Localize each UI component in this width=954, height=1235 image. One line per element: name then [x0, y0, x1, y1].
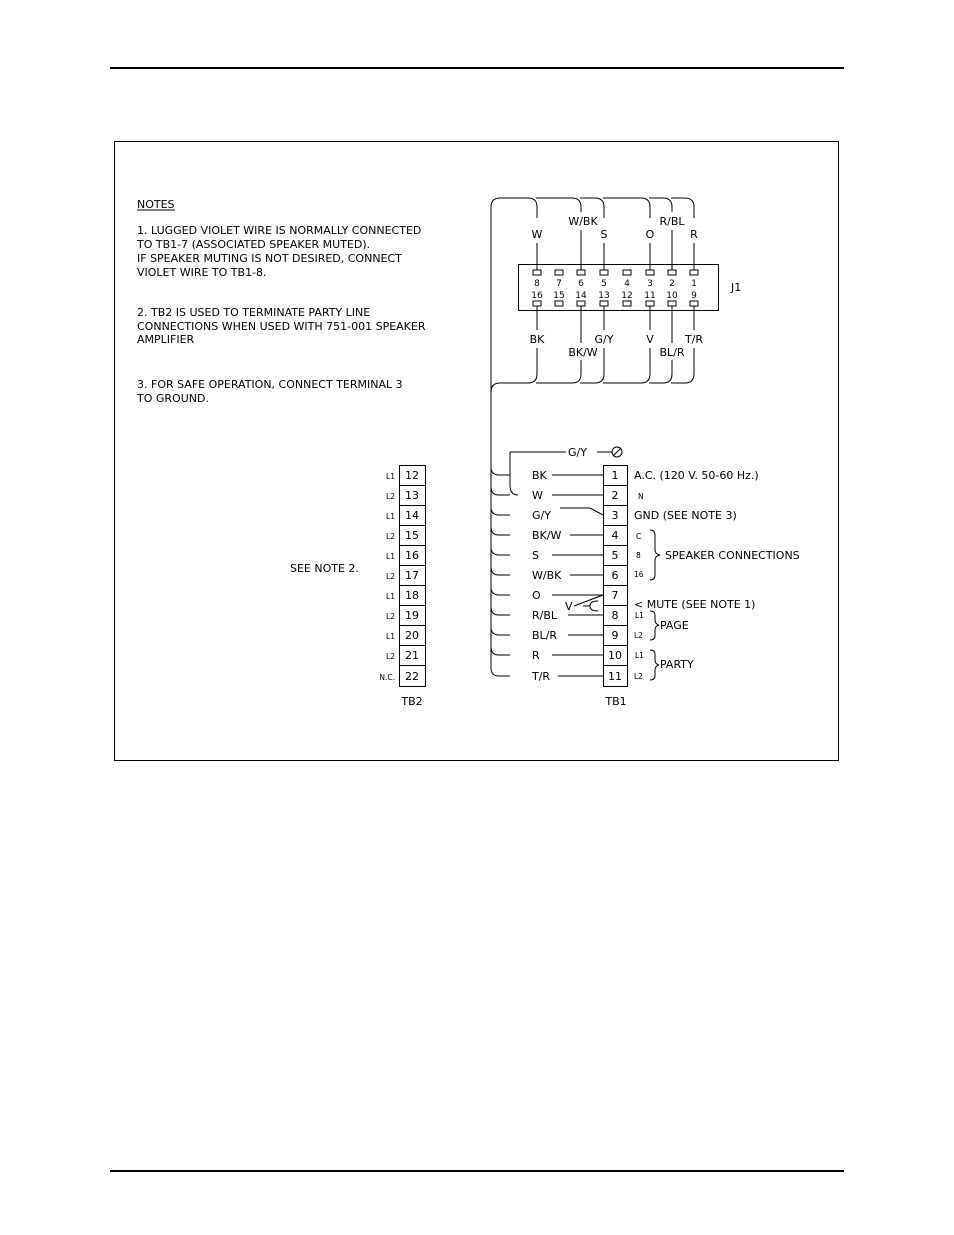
notes-heading: NOTES — [137, 198, 175, 211]
note3-line2: TO GROUND. — [137, 392, 209, 405]
tb2-line-label: L2 — [386, 492, 395, 501]
wire-path — [574, 595, 603, 606]
tb1-terminal-number: 10 — [608, 649, 622, 662]
wire-path — [536, 360, 581, 383]
tb1-ground-wire-label: G/Y — [568, 446, 587, 459]
tb1-terminal-number: 5 — [611, 549, 619, 562]
tb2-terminal-number: 17 — [405, 569, 419, 582]
j1-wire-label-s: S — [600, 228, 608, 241]
tb1-gnd-description: GND (SEE NOTE 3) — [634, 509, 737, 522]
tb2-see-note: SEE NOTE 2. — [290, 562, 359, 575]
j1-wire-label-r-bl: R/BL — [659, 215, 685, 228]
wire-path — [649, 360, 672, 383]
j1-pin-number: 11 — [644, 291, 656, 301]
wire-path — [491, 487, 510, 495]
j1-pin — [577, 301, 585, 306]
j1-pin-number: 6 — [578, 279, 584, 289]
j1-pin-number: 1 — [691, 279, 697, 289]
tb2-line-label: N.C. — [379, 673, 395, 682]
j1-top-wiring — [491, 198, 694, 450]
wire-path — [560, 508, 603, 515]
j1-pin — [690, 270, 698, 275]
tb1-terminal-number: 1 — [611, 469, 619, 482]
j1-pin-number: 8 — [534, 279, 540, 289]
notes-block — [136, 198, 426, 405]
tb2-terminal-number: 13 — [405, 489, 419, 502]
j1-wire-label-w-bk: W/BK — [568, 215, 598, 228]
tb2-terminal-number: 20 — [405, 629, 419, 642]
wire-path — [491, 647, 510, 655]
tb2-label: TB2 — [401, 695, 423, 708]
wire-path — [536, 198, 581, 212]
violet-lug-label: V — [565, 600, 573, 613]
note3-line1: 3. FOR SAFE OPERATION, CONNECT TERMINAL 3 — [137, 378, 403, 391]
j1-pin — [690, 301, 698, 306]
ground-terminal-symbol — [613, 448, 621, 456]
j1-pin — [577, 270, 585, 275]
tb2-line-label: L1 — [386, 632, 395, 641]
note2-line3: AMPLIFIER — [137, 333, 195, 346]
tb1-label: TB1 — [605, 695, 627, 708]
j1-pin — [623, 301, 631, 306]
j1-pin-number: 4 — [624, 279, 630, 289]
j1-pin-number: 7 — [556, 279, 562, 289]
j1-wire-label-bk: BK — [529, 333, 545, 346]
tb1-small-label: N — [638, 492, 644, 501]
j1-wire-label-r: R — [690, 228, 698, 241]
wire-path — [491, 547, 510, 555]
tb2-terminal-number: 12 — [405, 469, 419, 482]
tb1-wire-label: G/Y — [532, 509, 551, 522]
tb2-line-label: L2 — [386, 612, 395, 621]
tb2-terminal-block — [290, 466, 426, 709]
tb1-speaker-description: SPEAKER CONNECTIONS — [665, 549, 800, 562]
wire-path — [603, 348, 650, 383]
j1-pin — [533, 301, 541, 306]
j1-pin-number: 14 — [575, 291, 587, 301]
tb2-terminal-number: 14 — [405, 509, 419, 522]
j1-wire-label-v: V — [646, 333, 654, 346]
tb2-terminal-number: 16 — [405, 549, 419, 562]
tb1-wire-label: O — [532, 589, 541, 602]
wire-path — [603, 198, 650, 218]
tb1-terminal-number: 2 — [611, 489, 619, 502]
j1-body — [519, 265, 719, 311]
tb1-small-label: L1 — [635, 651, 644, 660]
tb1-small-label: C — [636, 532, 642, 541]
j1-pin — [646, 270, 654, 275]
wire-path — [491, 198, 537, 450]
j1-pin-number: 12 — [621, 291, 633, 301]
tb2-line-label: L2 — [386, 652, 395, 661]
note1-line2: TO TB1-7 (ASSOCIATED SPEAKER MUTED). — [137, 238, 371, 251]
tb1-terminal-number: 8 — [611, 609, 619, 622]
tb1-wire-label: BL/R — [532, 629, 558, 642]
tb1-small-label: 8 — [636, 551, 641, 560]
tb2-terminal-number: 18 — [405, 589, 419, 602]
tb1-wire-label: S — [532, 549, 539, 562]
tb1-mute-description: < MUTE (SEE NOTE 1) — [634, 598, 756, 611]
j1-pin-number: 13 — [598, 291, 610, 301]
tb1-wire-label: R/BL — [532, 609, 558, 622]
j1-connector — [491, 198, 741, 450]
j1-wire-label-bl-r: BL/R — [659, 346, 685, 359]
j1-pin-number: 5 — [601, 279, 607, 289]
j1-pin-number: 3 — [647, 279, 653, 289]
j1-pin — [533, 270, 541, 275]
tb1-small-label: L2 — [634, 631, 643, 640]
j1-pin — [668, 270, 676, 275]
j1-wire-label-bk-w: BK/W — [568, 346, 598, 359]
j1-pin — [668, 301, 676, 306]
note2-line1: 2. TB2 IS USED TO TERMINATE PARTY LINE — [137, 306, 371, 319]
tb2-terminal-number: 22 — [405, 670, 419, 683]
tb2-line-label: L2 — [386, 572, 395, 581]
j1-pin-number: 9 — [691, 291, 697, 301]
j1-wire-label-w: W — [531, 228, 543, 241]
j1-pin — [555, 301, 563, 306]
tb2-line-label: L1 — [386, 592, 395, 601]
j1-pin-number: 16 — [531, 291, 543, 301]
page-brace — [650, 611, 659, 640]
tb2-line-label: L1 — [386, 512, 395, 521]
tb1-terminal-number: 4 — [611, 529, 619, 542]
tb1-wire-label: W/BK — [532, 569, 562, 582]
wire-path — [491, 587, 510, 595]
wire-path — [491, 348, 537, 392]
tb2-line-label: L2 — [386, 532, 395, 541]
tb1-terminal-number: 3 — [611, 509, 619, 522]
note1-line4: VIOLET WIRE TO TB1-8. — [137, 266, 267, 279]
tb1-terminal-number: 9 — [611, 629, 619, 642]
wire-path — [491, 567, 510, 575]
tb2-terminal-number: 21 — [405, 649, 419, 662]
wire-path — [491, 467, 510, 475]
tb1-small-label: L2 — [634, 672, 643, 681]
j1-pin — [646, 301, 654, 306]
party-brace — [650, 650, 659, 680]
tb1-terminal-number: 11 — [608, 670, 622, 683]
tb1-wire-label: W — [532, 489, 543, 502]
note1-line3: IF SPEAKER MUTING IS NOT DESIRED, CONNECT — [137, 252, 402, 265]
tb1-wire-label: T/R — [532, 670, 551, 683]
note1-line1: 1. LUGGED VIOLET WIRE IS NORMALLY CONNECTED — [137, 224, 422, 237]
j1-wire-label-o: O — [645, 228, 655, 241]
wire-path — [491, 627, 510, 635]
tb1-page-description: PAGE — [660, 619, 689, 632]
j1-pin — [623, 270, 631, 275]
wire-path — [491, 527, 510, 535]
tb2-terminal-number: 15 — [405, 529, 419, 542]
j1-pin-number: 10 — [666, 291, 678, 301]
tb1-wire-label: BK/W — [532, 529, 562, 542]
j1-pin — [600, 301, 608, 306]
note2-line2: CONNECTIONS WHEN USED WITH 751-001 SPEAKER — [137, 320, 426, 333]
tb1-small-label: 16 — [634, 570, 644, 579]
j1-pin — [600, 270, 608, 275]
tb1-small-label: L1 — [635, 611, 644, 620]
j1-wire-label-g-y: G/Y — [594, 333, 614, 346]
wire-path — [491, 607, 510, 615]
tb1-terminal-number: 7 — [611, 589, 619, 602]
wire-path — [649, 198, 672, 212]
j1-pin-number: 2 — [669, 279, 675, 289]
speaker-brace — [650, 530, 660, 580]
tb1-wire-label: BK — [532, 469, 547, 482]
wire-path — [491, 507, 510, 515]
tb1-ac-description: A.C. (120 V. 50-60 Hz.) — [634, 469, 759, 482]
tb1-terminal-number: 6 — [611, 569, 619, 582]
tb1-wire-label: R — [532, 649, 540, 662]
tb1-party-description: PARTY — [660, 658, 694, 671]
tb1-terminal-block — [603, 466, 800, 709]
wire-path — [510, 452, 518, 495]
tb2-line-label: L1 — [386, 472, 395, 481]
tb2-line-label: L1 — [386, 552, 395, 561]
j1-label: J1 — [731, 281, 742, 294]
j1-pin-number: 15 — [553, 291, 565, 301]
j1-pin — [555, 270, 563, 275]
violet-lug — [590, 601, 598, 611]
tb2-terminal-number: 19 — [405, 609, 419, 622]
j1-wire-label-t-r: T/R — [684, 333, 704, 346]
